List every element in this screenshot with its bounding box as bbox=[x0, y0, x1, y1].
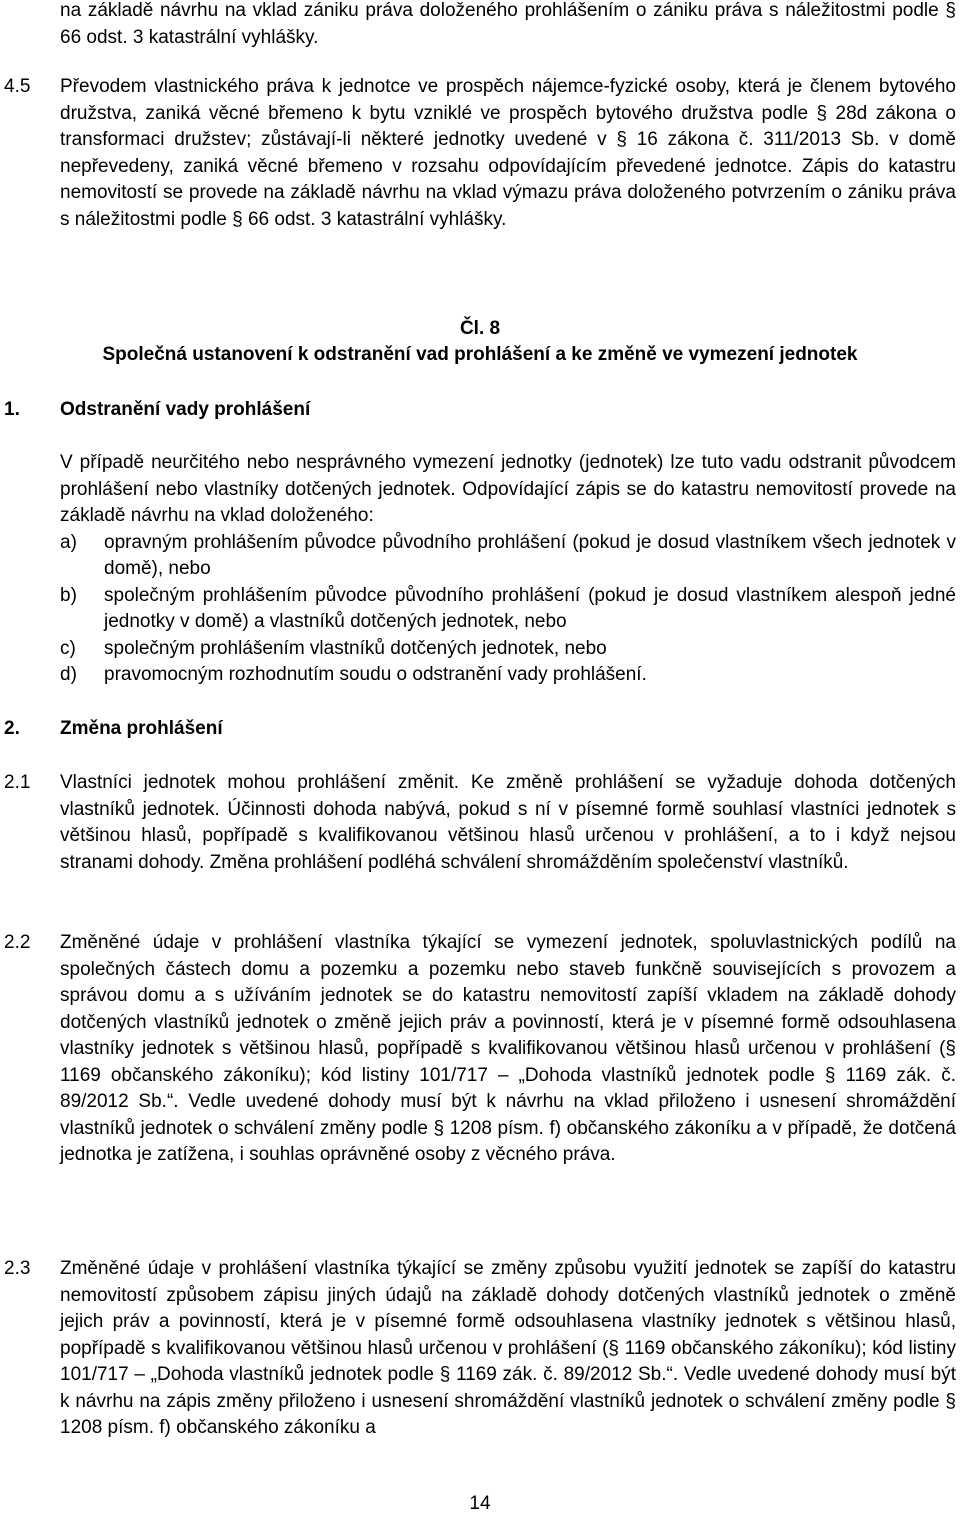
section-number: 2. bbox=[4, 718, 20, 739]
paragraph-number: 2.1 bbox=[4, 772, 31, 793]
paragraph-continuation: na základě návrhu na vklad zániku práva doloženého prohlášením o zániku práva s náležitostmi podle § 66 odst. 3 katastrální vyhlášky. bbox=[60, 0, 956, 48]
list-marker: c) bbox=[60, 637, 76, 659]
paragraph-2-1 bbox=[4, 770, 956, 876]
section-2-heading bbox=[4, 716, 956, 743]
paragraph-2-3 bbox=[4, 1256, 956, 1442]
section-1-heading bbox=[4, 397, 956, 424]
list-text: společným prohlášením původce původního prohlášení (pokud je dosud vlastníkem alespoň jedné jednotky v domě) a vlastníků dotčených jednotek, nebo bbox=[104, 584, 956, 632]
paragraph-text: Vlastníci jednotek mohou prohlášení změnit. Ke změně prohlášení se vyžaduje dohoda dotčených vlastníků jednotek. Účinnosti dohoda nabývá, pokud s ní v písemné formě souhlasí vlastníci jednotek s většinou hlasů, popřípadě s kvalifikovanou většinou hlasů určenou v prohlášení, a to i když nejsou stranami dohody. Změna prohlášení podléhá schválení shromážděním společenství vlastníků. bbox=[60, 772, 956, 873]
paragraph-2-2 bbox=[4, 930, 956, 1169]
list-text: opravným prohlášením původce původního prohlášení (pokud je dosud vlastníkem všech jednotek v domě), nebo bbox=[104, 531, 956, 579]
section-heading: Odstranění vady prohlášení bbox=[60, 399, 311, 420]
paragraph-text: Změněné údaje v prohlášení vlastníka týkající se vymezení jednotek, spoluvlastnických podílů na společných částech domu a pozemku a pozemku nebo staveb funkčně souvisejících s provozem a správou domu a s užíváním jednotek se do katastru nemovitostí zapíší vkladem na základě dohody dotčených vlastníků jednotek o změně jejich práv a povinností, která je v písemné formě odsouhlasena vlastníky jednotek s většinou hlasů, popřípadě s kvalifikovanou většinou hlasů určenou v prohlášení (§ 1169 občanského zákoníku); kód listiny 101/717 – „Dohoda vlastníků jednotek podle § 1169 zák. č. 89/2012 Sb.“. Vedle uvedené dohody musí být k návrhu na vklad přiloženo i usnesení shromáždění vlastníků jednotek o schválení změny podle § 1208 písm. f) občanského zákoníku a v případě, že dotčená jednotka je zatížena, i souhlas oprávněné osoby z věcného práva. bbox=[60, 932, 956, 1165]
list-item bbox=[60, 662, 956, 689]
list-item bbox=[60, 530, 956, 583]
section-number: 1. bbox=[4, 399, 20, 420]
paragraph-number: 4.5 bbox=[4, 76, 31, 97]
paragraph-4-5 bbox=[4, 74, 956, 233]
article-title: Společná ustanovení k odstranění vad prohlášení a ke změně ve vymezení jednotek bbox=[102, 344, 858, 365]
list-marker: d) bbox=[60, 664, 77, 685]
paragraph-text: Změněné údaje v prohlášení vlastníka týkající se změny způsobu využití jednotek se zapíší do katastru nemovitostí způsobem zápisu jiných údajů na základě dohody dotčených vlastníků jednotek o změně jejich práv a povinností, která je v písemné formě odsouhlasena vlastníky jednotek s většinou hlasů, popřípadě s kvalifikovanou většinou hlasů určenou v prohlášení (§ 1169 občanského zákoníku); kód listiny 101/717 – „Dohoda vlastníků jednotek podle § 1169 zák. č. 89/2012 Sb.“. Vedle uvedené dohody musí být k návrhu na zápis změny přiloženo i usnesení shromáždění vlastníků jednotek o schválení změny podle § 1208 písm. f) občanského zákoníku a bbox=[60, 1258, 956, 1438]
list-item bbox=[60, 583, 956, 636]
list-marker: b) bbox=[60, 584, 77, 606]
page-number: 14 bbox=[469, 1493, 491, 1514]
list-text: pravomocným rozhodnutím soudu o odstranění vady prohlášení. bbox=[104, 664, 647, 685]
paragraph-number: 2.2 bbox=[4, 932, 31, 953]
section-1-body bbox=[60, 450, 956, 689]
section-intro: V případě neurčitého nebo nesprávného vymezení jednotky (jednotek) lze tuto vadu odstranit původcem prohlášení nebo vlastníky dotčených jednotek. Odpovídající zápis se do katastru nemovitostí provede na základě návrhu na vklad doloženého: bbox=[60, 452, 956, 526]
article-number: Čl. 8 bbox=[459, 318, 501, 339]
list-text: společným prohlášením vlastníků dotčených jednotek, nebo bbox=[104, 637, 607, 659]
section-heading: Změna prohlášení bbox=[60, 718, 223, 739]
paragraph-text: Převodem vlastnického práva k jednotce ve prospěch nájemce-fyzické osoby, která je členem bytového družstva, zaniká věcné břemeno k bytu vzniklé ve prospěch bytového družstva podle § 28d zákona o transformaci družstev; zůstávají-li některé jednotky uvedené v § 16 zákona č. 311/2013 Sb. v domě nepřevedeny, zaniká věcné břemeno v rozsahu odpovídajícím převedené jednotce. Zápis do katastru nemovitostí se provede na základě návrhu na vklad výmazu práva doloženého potvrzením o zániku práva s náležitostmi podle § 66 odst. 3 katastrální vyhlášky. bbox=[60, 76, 956, 230]
list-marker: a) bbox=[60, 531, 77, 553]
list-item bbox=[60, 636, 956, 663]
paragraph-number: 2.3 bbox=[4, 1258, 31, 1279]
